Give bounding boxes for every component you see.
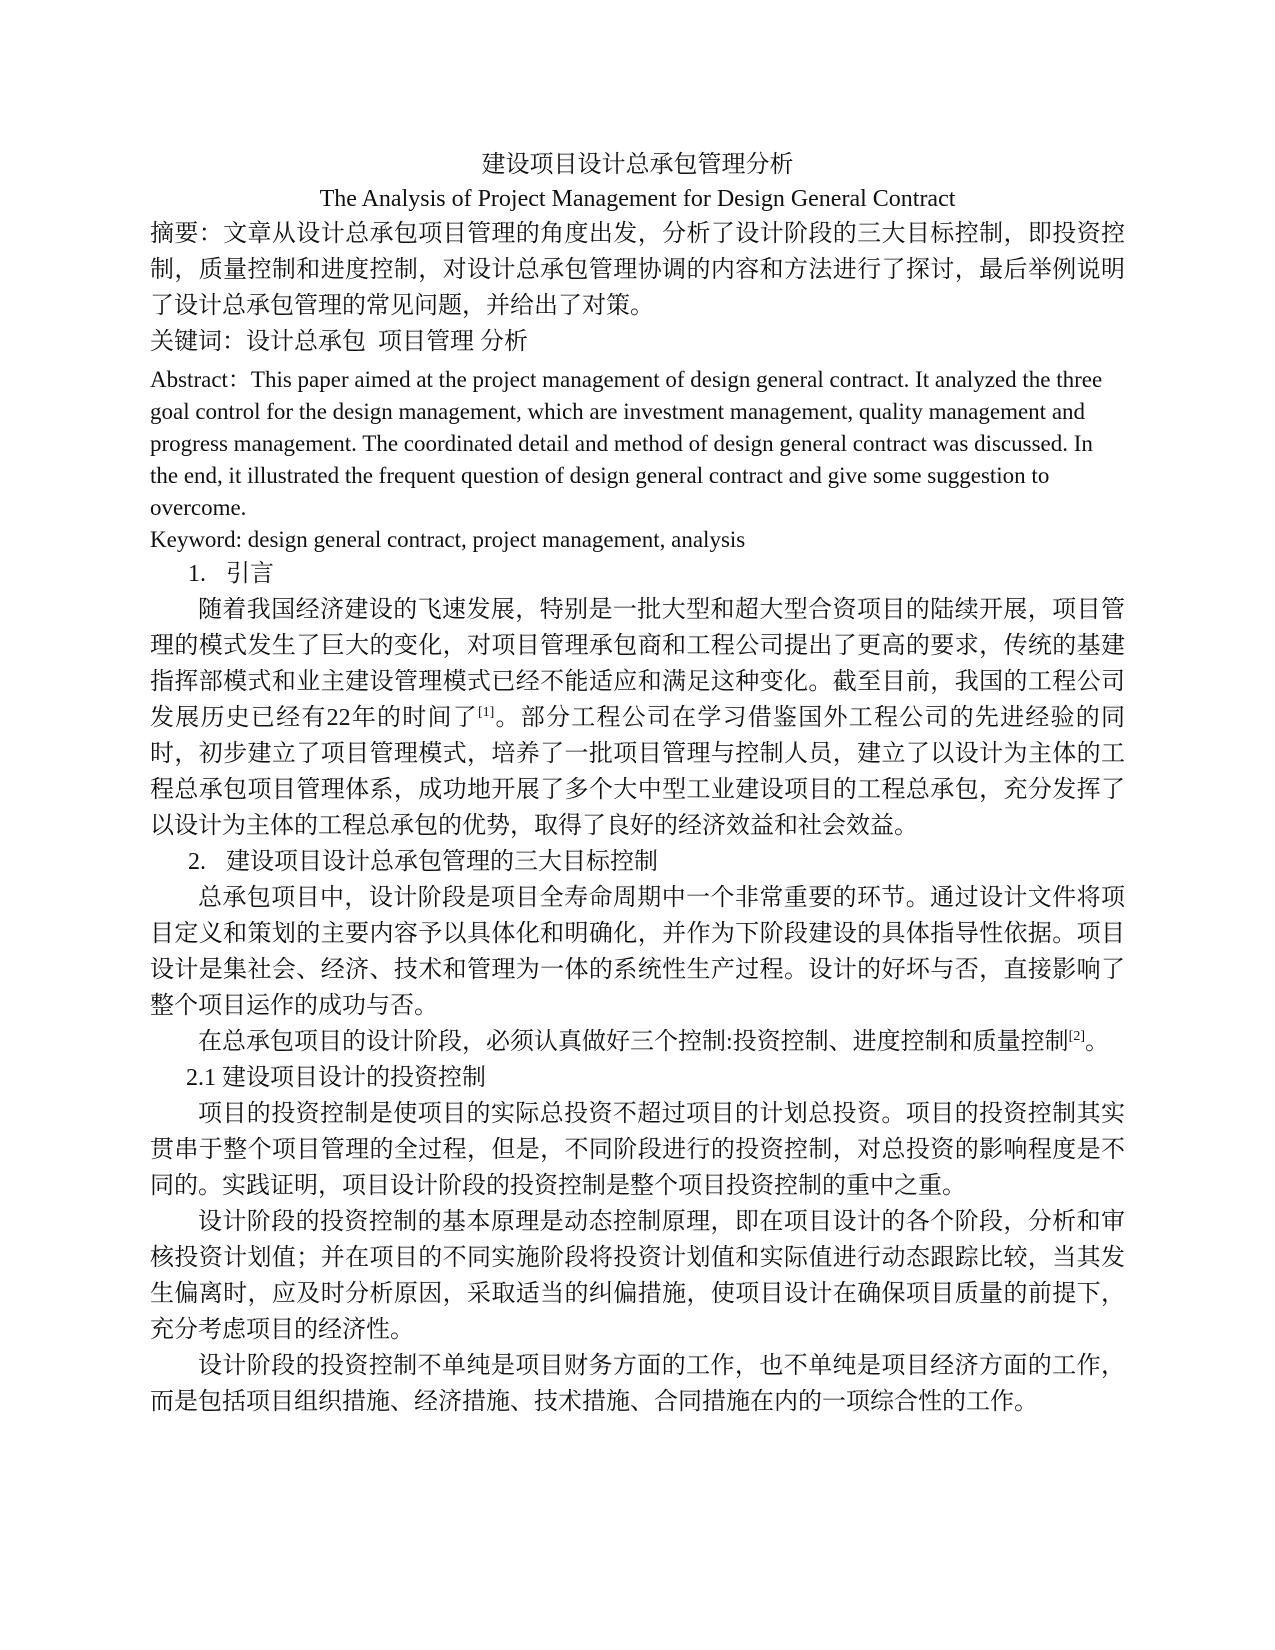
section-2-paragraph-2-text-a: 在总承包项目的设计阶段，必须认真做好三个控制:投资控制、进度控制和质量控制 [198, 1029, 1069, 1055]
section-1-number: 1. [188, 561, 206, 587]
keywords-english-label: Keyword: [150, 527, 242, 552]
section-1-paragraph-text-b: 。部分工程公司在学习借鉴国外工程公司的先进经验的同时，初步建立了项目管理模式，培养了一批项目管理与控制人员，建立了以设计为主体的工程总承包项目管理体系，成功地开展了多个大中型工业建设项目的工程总承包，充分发挥了以设计为主体的工程总承包的优势，取得了良好的经济效益和社会效益。 [150, 705, 1126, 839]
keywords-chinese [150, 324, 1125, 360]
section-1-paragraph [150, 592, 1125, 844]
abstract-english-text: This paper aimed at the project management of design general contract. It analyzed the three goal control for the design management, which are investment management, quality management and progress management. The coordinated detail and method of design general contract was discussed. In the end, it illustrated the frequent question of design general contract and give some suggestion to overcome. [150, 367, 1103, 520]
section-2-paragraph-1: 总承包项目中，设计阶段是项目全寿命周期中一个非常重要的环节。通过设计文件将项目定义和策划的主要内容予以具体化和明确化，并作为下阶段建设的具体指导性依据。项目设计是集社会、经济、技术和管理为一体的系统性生产过程。设计的好坏与否，直接影响了整个项目运作的成功与否。 [150, 885, 1125, 1019]
abstract-english [150, 364, 1125, 524]
section-2-1-paragraph-1: 项目的投资控制是使项目的实际总投资不超过项目的计划总投资。项目的投资控制其实贯串于整个项目管理的全过程，但是，不同阶段进行的投资控制，对总投资的影响程度是不同的。实践证明，项目设计阶段的投资控制是整个项目投资控制的重中之重。 [150, 1101, 1125, 1199]
section-1-title: 引言 [226, 561, 274, 587]
section-2-1-paragraph-2: 设计阶段的投资控制的基本原理是动态控制原理，即在项目设计的各个阶段，分析和审核投资计划值；并在项目的不同实施阶段将投资计划值和实际值进行动态跟踪比较，当其发生偏离时，应及时分析原因，采取适当的纠偏措施，使项目设计在确保项目质量的前提下，充分考虑项目的经济性。 [150, 1209, 1125, 1343]
citation-2: [2] [1068, 1029, 1085, 1044]
section-2-paragraph-2 [150, 1024, 1125, 1060]
abstract-english-label: Abstract： [150, 367, 251, 392]
section-1-heading [150, 556, 1125, 592]
citation-1: [1] [477, 705, 495, 720]
section-2-paragraph-2-text-b: 。 [1085, 1029, 1109, 1055]
paper-body [150, 148, 1125, 1420]
section-2-1-paragraph-3: 设计阶段的投资控制不单纯是项目财务方面的工作，也不单纯是项目经济方面的工作，而是包括项目组织措施、经济措施、技术措施、合同措施在内的一项综合性的工作。 [150, 1353, 1125, 1415]
keywords-english-text: design general contract, project management, analysis [247, 527, 746, 552]
section-2-heading [150, 844, 1125, 880]
keywords-chinese-text: 设计总承包 项目管理 分析 [246, 329, 528, 355]
section-1-paragraph-text-a: 随着我国经济建设的飞速发展，特别是一批大型和超大型合资项目的陆续开展，项目管理的模式发生了巨大的变化，对项目管理承包商和工程公司提出了更高的要求，传统的基建指挥部模式和业主建设管理模式已经不能适应和满足这种变化。截至目前，我国的工程公司发展历史已经有22年的时间了 [150, 597, 1125, 731]
section-2-number: 2. [188, 849, 206, 875]
paper-title-english: The Analysis of Project Management for Design General Contract [319, 186, 956, 212]
abstract-chinese-label: 摘要： [150, 221, 224, 247]
keywords-chinese-label: 关键词： [150, 329, 246, 355]
abstract-chinese-text: 文章从设计总承包项目管理的角度出发，分析了设计阶段的三大目标控制，即投资控制，质量控制和进度控制，对设计总承包管理协调的内容和方法进行了探讨，最后举例说明了设计总承包管理的常见问题，并给出了对策。 [150, 221, 1125, 319]
section-2-1-heading: 2.1 建设项目设计的投资控制 [186, 1065, 486, 1091]
abstract-chinese [150, 216, 1125, 324]
section-2-title: 建设项目设计总承包管理的三大目标控制 [226, 849, 658, 875]
keywords-english [150, 524, 1125, 556]
paper-title-chinese: 建设项目设计总承包管理分析 [481, 152, 794, 178]
